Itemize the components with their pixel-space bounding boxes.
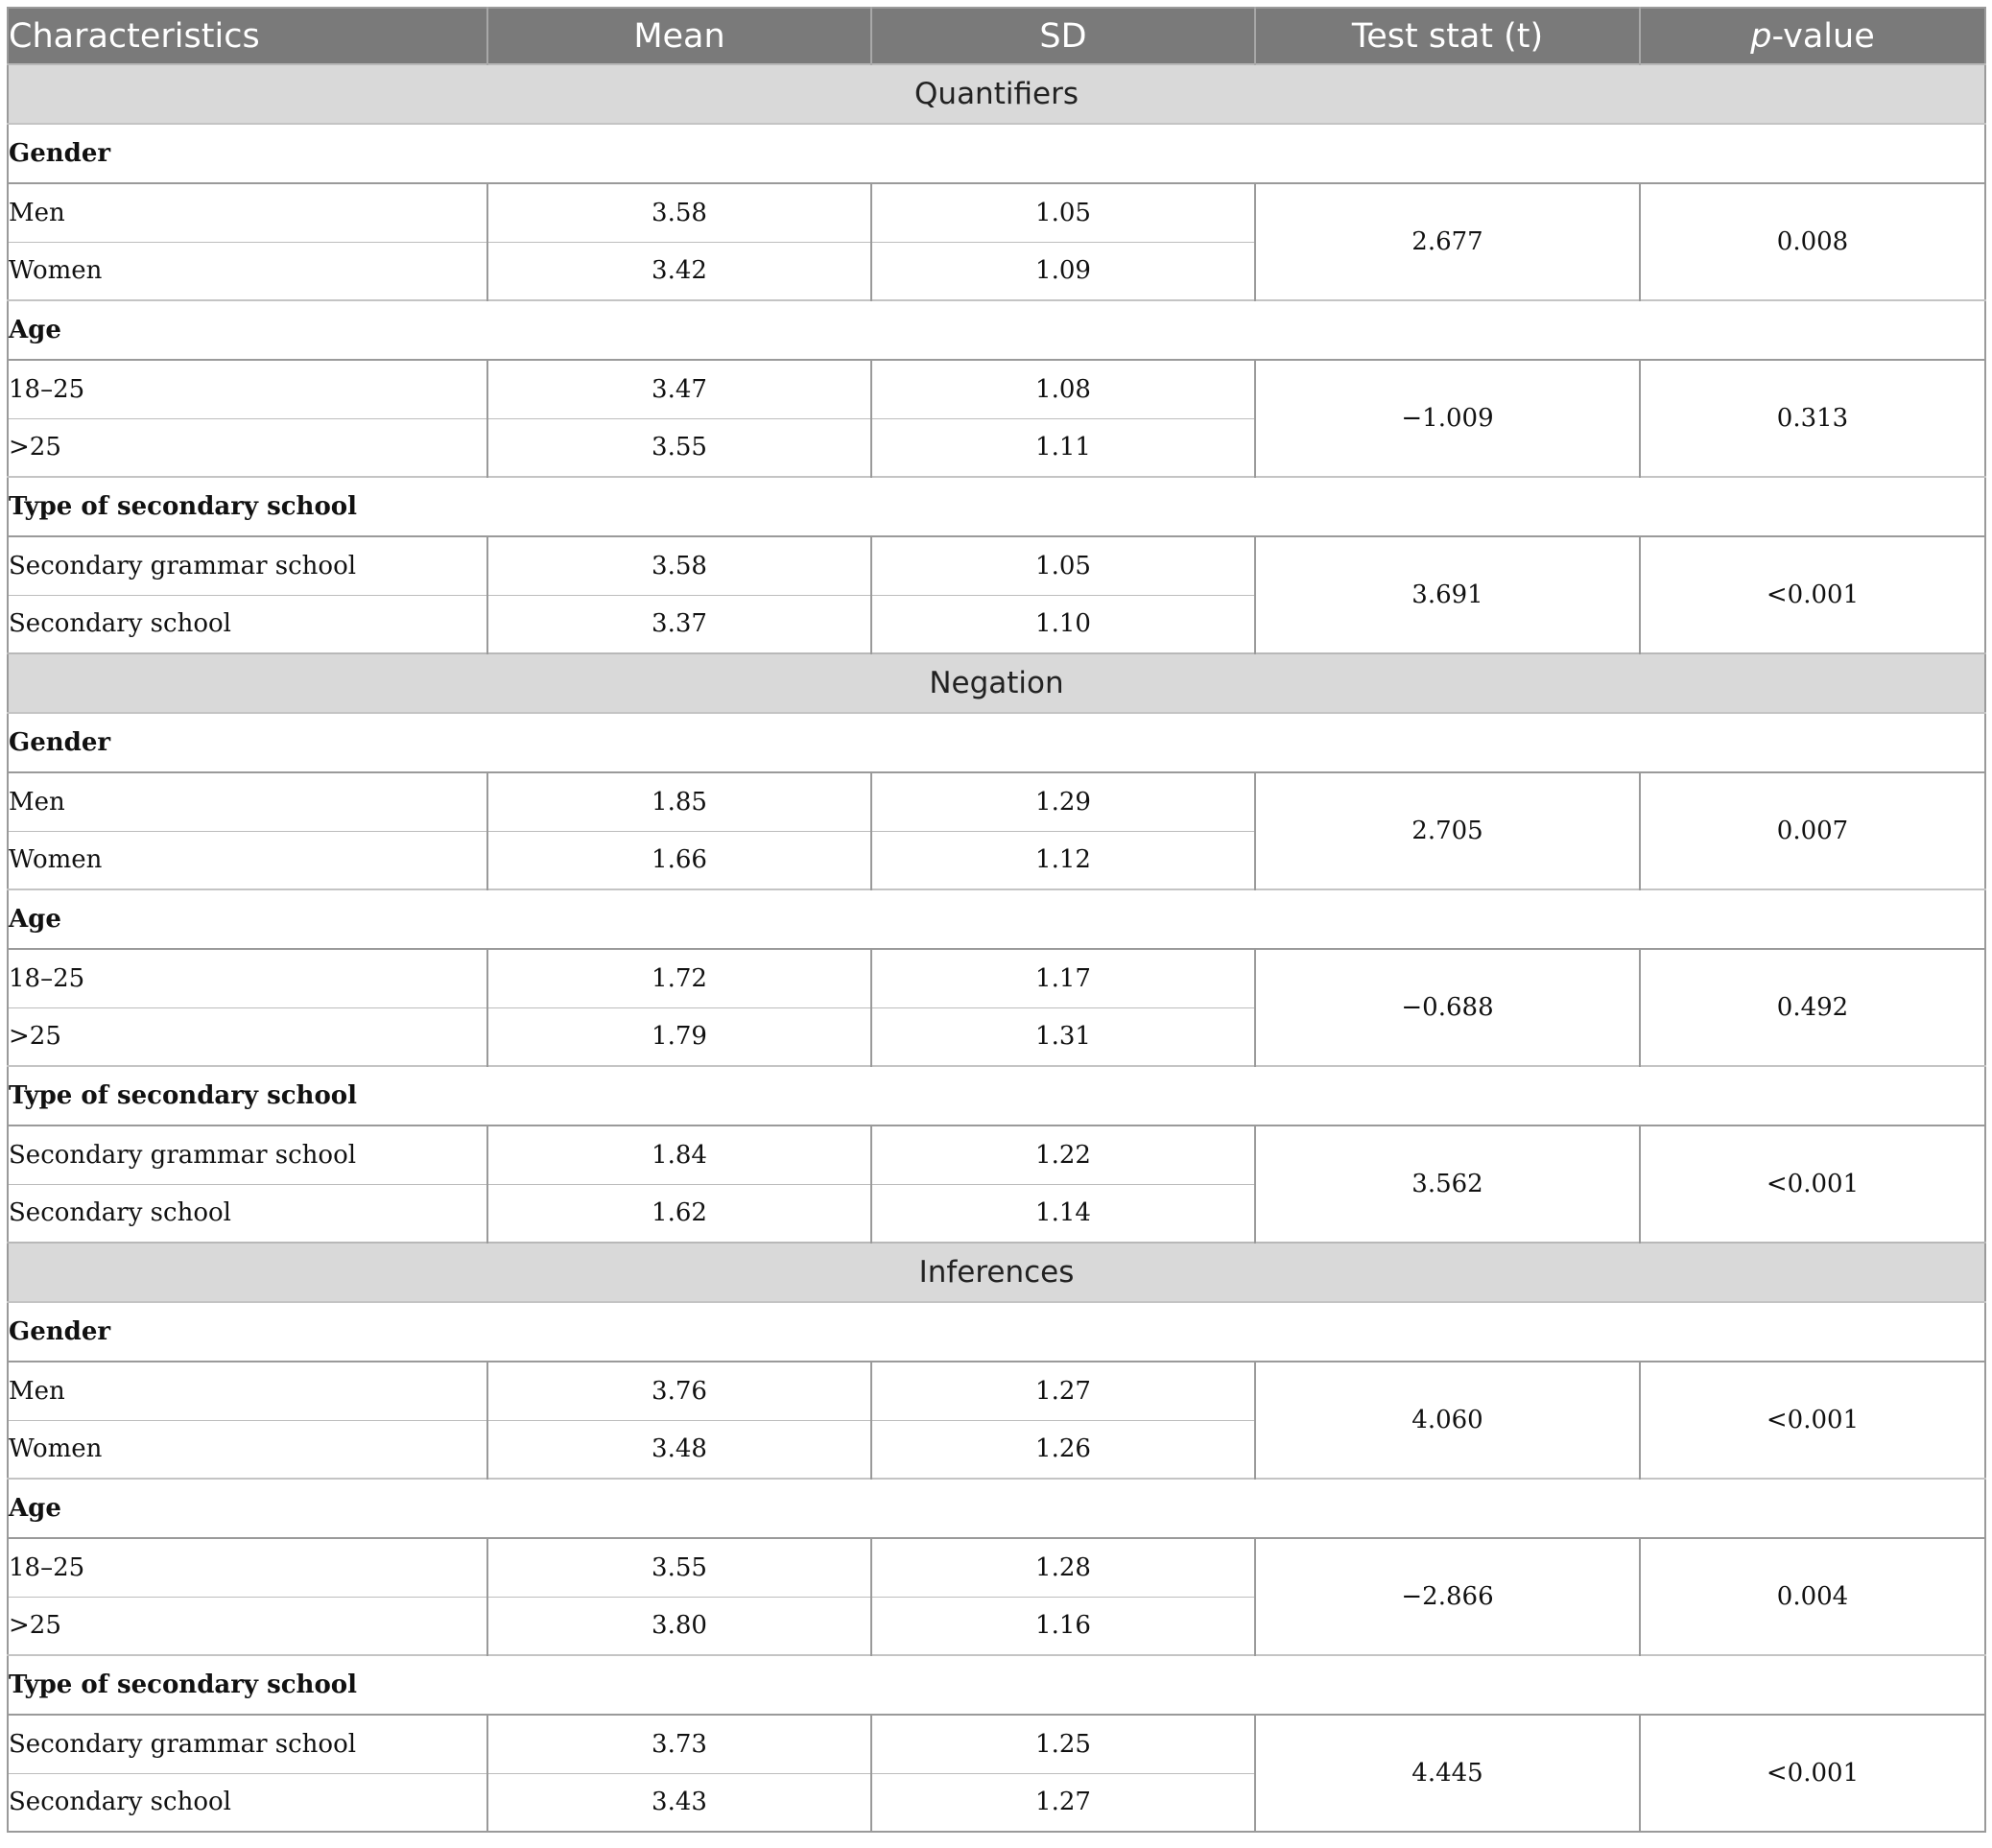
row-label: Secondary grammar school [8, 1125, 487, 1184]
row-label: >25 [8, 418, 487, 477]
row-label: >25 [8, 1597, 487, 1655]
mean-cell: 3.73 [487, 1715, 871, 1773]
p-value-cell: 0.313 [1640, 360, 1985, 477]
mean-cell: 3.55 [487, 418, 871, 477]
table-row [8, 360, 1985, 418]
section-row [8, 653, 1985, 713]
mean-cell: 3.43 [487, 1773, 871, 1832]
sd-cell: 1.28 [871, 1538, 1255, 1597]
sd-cell: 1.17 [871, 949, 1255, 1007]
row-label: Women [8, 1420, 487, 1479]
group-row [8, 477, 1985, 536]
mean-cell: 3.76 [487, 1362, 871, 1420]
p-value-cell: <0.001 [1640, 1715, 1985, 1832]
section-row [8, 1243, 1985, 1302]
table-row [8, 772, 1985, 831]
table-row [8, 1715, 1985, 1773]
row-label: >25 [8, 1007, 487, 1066]
sd-cell: 1.05 [871, 536, 1255, 595]
p-value-cell: 0.004 [1640, 1538, 1985, 1655]
test-stat-cell: −0.688 [1255, 949, 1640, 1066]
section-title: Quantifiers [8, 64, 1985, 124]
table-body [8, 64, 1985, 1832]
mean-cell: 3.58 [487, 536, 871, 595]
row-label: Secondary grammar school [8, 1715, 487, 1773]
group-name: Age [8, 1479, 1985, 1538]
test-stat-cell: 4.445 [1255, 1715, 1640, 1832]
mean-cell: 3.58 [487, 183, 871, 242]
sd-cell: 1.22 [871, 1125, 1255, 1184]
group-row [8, 713, 1985, 772]
p-value-cell: 0.492 [1640, 949, 1985, 1066]
table-row [8, 1362, 1985, 1420]
row-label: Secondary school [8, 1184, 487, 1243]
sd-cell: 1.10 [871, 595, 1255, 653]
group-name: Gender [8, 124, 1985, 183]
row-label: 18–25 [8, 360, 487, 418]
group-name: Type of secondary school [8, 1655, 1985, 1715]
p-suffix: -value [1771, 16, 1875, 56]
mean-cell: 3.42 [487, 242, 871, 300]
group-row [8, 124, 1985, 183]
p-value-cell: 0.008 [1640, 183, 1985, 300]
p-value-cell: 0.007 [1640, 772, 1985, 889]
row-label: 18–25 [8, 949, 487, 1007]
row-label: 18–25 [8, 1538, 487, 1597]
section-row [8, 64, 1985, 124]
sd-cell: 1.29 [871, 772, 1255, 831]
sd-cell: 1.09 [871, 242, 1255, 300]
sd-cell: 1.05 [871, 183, 1255, 242]
table-row [8, 1125, 1985, 1184]
test-stat-cell: 4.060 [1255, 1362, 1640, 1479]
mean-cell: 1.62 [487, 1184, 871, 1243]
p-value-cell: <0.001 [1640, 1125, 1985, 1243]
sd-cell: 1.08 [871, 360, 1255, 418]
test-stat-cell: −2.866 [1255, 1538, 1640, 1655]
mean-cell: 1.85 [487, 772, 871, 831]
test-stat-cell: 2.677 [1255, 183, 1640, 300]
table-row [8, 536, 1985, 595]
table-row [8, 1538, 1985, 1597]
sd-cell: 1.14 [871, 1184, 1255, 1243]
p-value-cell: <0.001 [1640, 536, 1985, 653]
mean-cell: 3.47 [487, 360, 871, 418]
row-label: Women [8, 831, 487, 889]
mean-cell: 1.66 [487, 831, 871, 889]
group-row [8, 1066, 1985, 1125]
mean-cell: 3.80 [487, 1597, 871, 1655]
row-label: Men [8, 1362, 487, 1420]
test-stat-cell: 3.562 [1255, 1125, 1640, 1243]
sd-cell: 1.12 [871, 831, 1255, 889]
group-row [8, 1302, 1985, 1362]
row-label: Men [8, 183, 487, 242]
sd-cell: 1.11 [871, 418, 1255, 477]
row-label: Secondary school [8, 595, 487, 653]
row-label: Secondary grammar school [8, 536, 487, 595]
group-name: Type of secondary school [8, 1066, 1985, 1125]
group-row [8, 1655, 1985, 1715]
group-name: Age [8, 300, 1985, 360]
p-value-cell: <0.001 [1640, 1362, 1985, 1479]
mean-cell: 3.48 [487, 1420, 871, 1479]
sd-cell: 1.16 [871, 1597, 1255, 1655]
group-row [8, 889, 1985, 949]
col-header-test-stat: Test stat (t) [1255, 8, 1640, 64]
table-row [8, 183, 1985, 242]
table-row [8, 949, 1985, 1007]
mean-cell: 3.55 [487, 1538, 871, 1597]
sd-cell: 1.27 [871, 1362, 1255, 1420]
p-symbol: p [1750, 16, 1772, 56]
test-stat-cell: −1.009 [1255, 360, 1640, 477]
col-header-mean: Mean [487, 8, 871, 64]
mean-cell: 1.84 [487, 1125, 871, 1184]
row-label: Women [8, 242, 487, 300]
group-row [8, 1479, 1985, 1538]
test-stat-cell: 3.691 [1255, 536, 1640, 653]
row-label: Secondary school [8, 1773, 487, 1832]
group-name: Age [8, 889, 1985, 949]
test-stat-cell: 2.705 [1255, 772, 1640, 889]
col-header-sd: SD [871, 8, 1255, 64]
sd-cell: 1.25 [871, 1715, 1255, 1773]
section-title: Inferences [8, 1243, 1985, 1302]
header-row [8, 8, 1985, 64]
col-header-characteristics: Characteristics [8, 8, 487, 64]
mean-cell: 1.79 [487, 1007, 871, 1066]
mean-cell: 1.72 [487, 949, 871, 1007]
sd-cell: 1.27 [871, 1773, 1255, 1832]
mean-cell: 3.37 [487, 595, 871, 653]
section-title: Negation [8, 653, 1985, 713]
group-name: Gender [8, 1302, 1985, 1362]
statistics-table [7, 7, 1986, 1833]
sd-cell: 1.26 [871, 1420, 1255, 1479]
col-header-p-value [1640, 8, 1985, 64]
sd-cell: 1.31 [871, 1007, 1255, 1066]
group-row [8, 300, 1985, 360]
row-label: Men [8, 772, 487, 831]
group-name: Type of secondary school [8, 477, 1985, 536]
group-name: Gender [8, 713, 1985, 772]
